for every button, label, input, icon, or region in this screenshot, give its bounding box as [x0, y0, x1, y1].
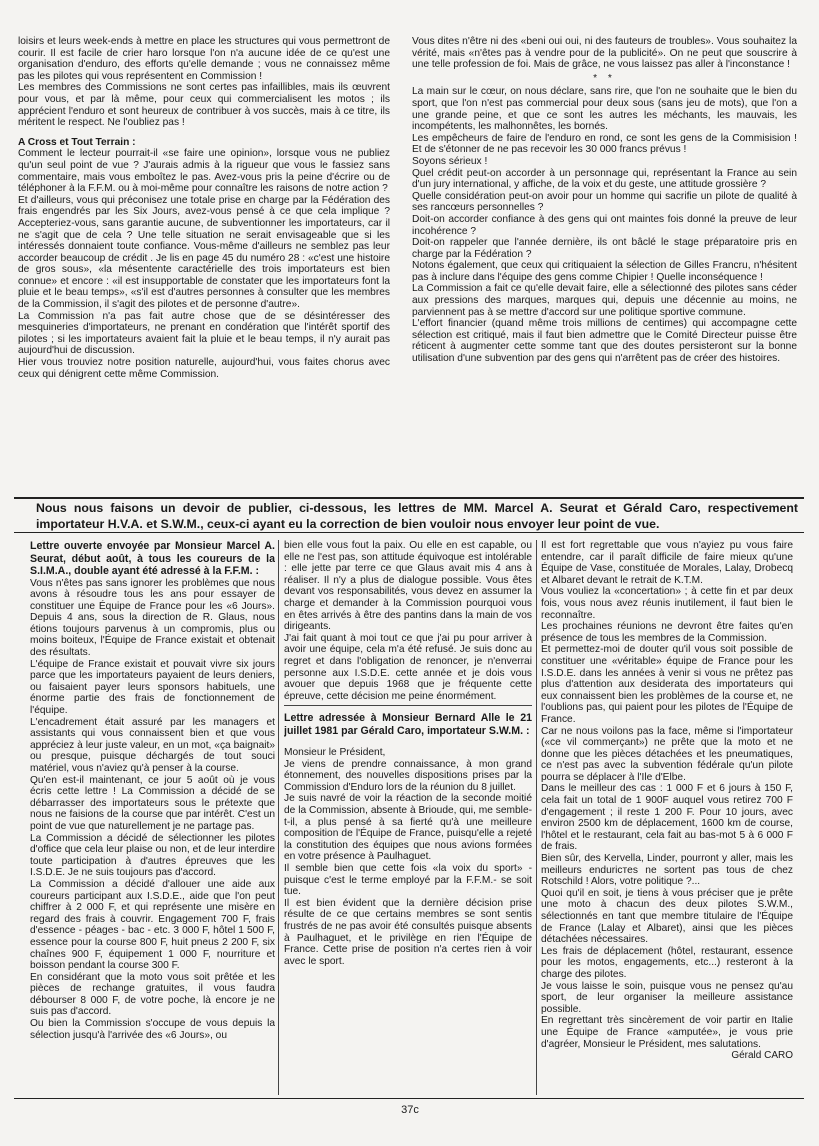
paragraph: L'encadrement était assuré par les managers et assistants qui vous connaissent bien et que vous appréciez à leur juste valeur, en un mot, «ça baignait» ou presque, puisque déchargés de tout souci matériel, vous n'aviez qu'à penser à la course. [30, 716, 275, 774]
paragraph: Je viens de prendre connaissance, à mon grand étonnement, des nouvelles dispositions prises par la Commission d'Enduro lors de la réunion du 8 juillet. [284, 758, 532, 793]
paragraph: La Commission a décidé d'allouer une aide aux coureurs participant aux I.S.D.E., aide que l'on peut chiffrer à 2 000 F, et qui représente une misère en regard des frais à couvrir. Engagement 700 F, frais d'essence - péages - bac - etc. 3 000 F, hôtel 1 500 F, essence pour la course 800 F, huit pneus 2 200 F, six chaînes 900 F, équipement 1 000 F, nourriture et boisson pendant la course 300 F. [30, 878, 275, 972]
paragraph: En regrettant très sincèrement de voir partir en Italie une Équipe de France «amputée», je vous prie d'agréer, Monsieur le Président, mes salutations. [541, 1015, 793, 1050]
paragraph: Monsieur le Président, [284, 747, 386, 758]
paragraph: Ou bien la Commission s'occupe de vous depuis la sélection jusqu'à l'arrivée des «6 Jours», ou [30, 1018, 275, 1041]
section-subhead: A Cross et Tout Terrain : [18, 136, 136, 148]
paragraph: La Commission a décidé de sélectionner les pilotes d'office que cela leur plaise ou non, et de leur interdire toute participation à d'autres épreuves que les I.S.D.E. Je ne suis toujours pas d'accord. [30, 832, 275, 879]
paragraph: Notons également, que ceux qui critiquaient la sélection de Gilles Francru, n'hésitent pas à inclure dans l'équipe des gens comme Chipier ! Quelle inconséquence ! [412, 260, 797, 283]
section-separator: * * [593, 72, 616, 84]
top-left-column [18, 36, 390, 491]
paragraph: Je suis navré de voir la réaction de la seconde moitié de la Commission, absente à Brioude, qui, me semble-t-il, a plus pensé à sa fierté qu'à une meilleure composition de l'Équipe de France, puisqu'elle a rejeté la constitution des équipes que nous avions formées en votre présence à Paulhaguet. [284, 793, 532, 863]
paragraph: Et d'ailleurs, vous qui préconisez une totale prise en charge par la Fédération des frais engendrés par les Six Jours, avez-vous pensé à ce que cela implique ? Accepteriez-vous, sans garantie aucune, de subventionner les importateurs, car il ne s'agit que de cela ? Une telle situation ne serait envisageable que si les intéressés donnaient toute confiance. Vous-même d'ailleurs ne semblez pas leur accorder beaucoup de crédit . Je lis en page 45 du numéro 28 : «c'est une histoire de gros sous», «la mésentente caractérielle des trois importateurs est bien connue» et encore : «il est insupportable de constater que les importateurs font la pluie et le beau temps», «s'il est d'autres personnes à consulter que les membres de la Commission, il s'agit des pilotes et de personne d'autre». [18, 194, 390, 311]
paragraph: L'effort financier (quand même trois millions de centimes) qui accompagne cette sélection est critiqué, mais il faut bien admettre que le Comité Directeur puisse être réticent à augmenter cette somme tant que des doutes persisteront sur la bonne utilisation d'une subvention par des gens qui n'arrêtent pas de créer des histoires. [412, 318, 797, 365]
paragraph: La Commission a fait ce qu'elle devait faire, elle a sélectionné des pilotes sans céder aux pressions des marques, marques qui, depuis une décennie au moins, ne parviennent pas à se mettre d'accord sur une politique sportive commune. [412, 283, 797, 318]
paragraph: La Commission n'a pas fait autre chose que de se désintéresser des mesquineries d'importateurs, ne prenant en condération que l'intérêt sportif des pilotes ; si les importateurs avaient fait la pluie et le beau temps, il n'y aurait pas aujourd'hui de discussion. [18, 310, 390, 357]
paragraph: Hier vous trouviez notre position naturelle, aujourd'hui, vous faites chorus avec ceux qui dénigrent cette même Commission. [18, 357, 390, 380]
letter-heading: Lettre adressée à Monsieur Bernard Alle le 21 juillet 1981 par Gérald Caro, importateur S.W.M. : [284, 712, 532, 737]
paragraph: Quel crédit peut-on accorder à un personnage qui, représentant la France au sein d'un jury international, y affiche, de la voix et du geste, une attitude grossière ? [412, 167, 797, 191]
paragraph: Doit-on accorder confiance à des gens qui ont maintes fois donné la preuve de leur incohérence ? [412, 213, 797, 237]
paragraph: Vous n'êtes pas sans ignorer les problèmes que nous avons à résoudre tous les ans pour essayer de constituer une Équipe de France pour les «6 Jours». Depuis 4 ans, sous la direction de R. Glaus, nous étions toujours parvenus à un compromis, plus ou moins boiteux, l'Équipe de France existait et obtenait des résultats. [30, 577, 275, 659]
paragraph: En considérant que la moto vous soit prêtée et les pièces de rechange gratuites, il vous faudra débourser 8 000 F, de votre poche, là encore je ne suis pas d'accord. [30, 971, 275, 1018]
paragraph: Quelle considération peut-on avoir pour un homme qui sacrifie un pilote de qualité à ses rancœurs personnelles ? [412, 190, 797, 214]
paragraph: Il est bien évident que la dernière décision prise résulte de ce que certains membres se sont sentis frustrés de ne pas avoir été consultés puisque absents à Paulhaguet, et le privilège en rien l'Équipe de France. Cette prise de position n'a certes rien à voir avec le sport. [284, 897, 532, 967]
column-divider [536, 540, 537, 1095]
paragraph: Bien sûr, des Kervella, Linder, pourront y aller, mais les meilleurs endurістes ne sortent pas tous de chez Rotschild ! Alors, votre politique ?... [541, 853, 793, 888]
letter-heading: Lettre ouverte envoyée par Monsieur Marcel A. Seurat, début août, à tous les coureurs de la S.I.M.A., double ayant été adressé à la F.F.M. : [30, 540, 275, 577]
page-number: 37c [401, 1104, 419, 1116]
top-right-column [412, 36, 797, 491]
paragraph: Il est fort regrettable que vous n'ayiez pu vous faire entendre, car il paraît difficile de faire mieux qu'une Équipe de Vase, constituée de Morales, Lalay, Drobecq et Albaret devant le retrait de K.T.M. [541, 540, 793, 586]
paragraph: Car ne nous voilons pas la face, même si l'importateur («ce vil commerçant») ne prête que la moto et ne donne que les pièces détachées et les pneumatiques, ce n'est pas avec la subvention fédérale qu'un pilote pourra se déplacer à l'Ile d'Elbe. [541, 725, 793, 783]
paragraph: Quoi qu'il en soit, je tiens à vous préciser que je prête une moto à chacun des deux pilotes S.W.M., sélectionnés en tant que membre titulaire de l'Équipe de France (Lalay et Albaret), ainsi que les pièces détachées nécessaires. [541, 887, 793, 946]
paragraph: Soyons sérieux ! [412, 155, 488, 167]
paragraph: La main sur le cœur, on nous déclare, sans rire, que l'on ne souhaite que le bien du sport, que l'on n'est pas commercial pour deux sous (sans jeu de mots), que l'on a une grande peine, et que ce sont les autres les méchants, les mauvais, les incompétents, les malhonnêtes, les bornés. [412, 86, 797, 133]
paragraph: Qu'en est-il maintenant, ce jour 5 août où je vous écris cette lettre ! La Commission a décidé de se débarrasser des importateurs sous le prétexte que nous ne faisions de la course que par intérêt. C'est un point de vue que naturellement je ne partage pas. [30, 774, 275, 832]
letter-divider [284, 705, 532, 706]
paragraph: Vous vouliez la «concertation» ; à cette fin et par deux fois, vous nous avez réunis inutilement, il faut bien le reconnaître. [541, 586, 793, 621]
paragraph: J'ai fait quant à moi tout ce que j'ai pu pour arriver à avoir une équipe, cela m'a été refusé. Je suis donc au regret et dans l'obligation de renoncer, je n'enverrai personne aux I.S.D.E. cette année et je dois vous avouer que depuis 1968 que je fréquente cette épreuve, cette décision me peine énormément. [284, 632, 532, 702]
letter-seurat-continuation [284, 540, 532, 702]
letter-caro-column [284, 712, 532, 1102]
paragraph: loisirs et leurs week-ends à mettre en place les structures qui vous permettront de courir. Il est facile de crier haro lorsque l'on n'a aucune idée de ce qu'est une organisation d'enduro, des efforts qu'elle demande ; vous ne connaissez même pas les pilotes qui vous représentent en Commission ! [18, 36, 390, 82]
paragraph: Les empêcheurs de faire de l'enduro en rond, ce sont les gens de la Commisision ! Et de s'étonner de ne pas recevoir les 30 000 francs prévus ! [412, 132, 797, 156]
column-divider [278, 540, 279, 1095]
letter-caro-continuation [541, 540, 793, 1100]
paragraph: Il semble bien que cette fois «la voix du sport» - puisque c'est le terme employé par la F.F.M.- se soit tue. [284, 862, 532, 898]
paragraph: Je vous laisse le soin, puisque vous ne pensez qu'au sport, de leur organiser la meilleure assistance possible. [541, 980, 793, 1015]
paragraph: Doit-on rappeler que l'année dernière, ils ont bâclé le stage préparatoire pris en charge par la Fédération ? [412, 237, 797, 260]
paragraph: Vous dites n'être ni des «beni oui oui, ni des fauteurs de troubles». Vous souhaitez la vérité, mais «n'êtes pas à vendre pour de la publicité». On ne peut que souscrire à une telle profession de foi. Mais de grâce, ne vous laissez pas aller à l'inconstance ! [412, 36, 797, 71]
paragraph: L'équipe de France existait et pouvait vivre six jours parce que les importateurs payaient de leurs deniers, ou faisaient payer leurs sponsors habituels, une énorme partie des frais de fonctionnement de l'équipe. [30, 658, 275, 717]
signature: Gérald CARO [731, 1050, 793, 1062]
paragraph: Les frais de déplacement (hôtel, restaurant, essence pour les motos, engagements, etc...) resteront à la charge des pilotes. [541, 945, 793, 980]
letter-seurat-column [30, 540, 275, 1100]
paragraph: bien elle vous fout la paix. Ou elle en est capable, ou elle ne l'est pas, son attitude équivoque est intolérable : elle jette par terre ce que Glaus avait mis 4 ans à réaliser. Il n'y a plus de dialogue possible. Vous êtes devant vos responsabilités, vous devez en assumer la charge et demander à la Commission pourquoi vous en êtes arrivés à être des pantins dans la main de vos dirigeants. [284, 540, 532, 633]
editorial-banner: Nous nous faisons un devoir de publier, ci-dessous, les lettres de MM. Marcel A. Seurat et Gérald Caro, respectivement importateur H.V.A. et S.W.M., ceux-ci ayant eu la correction de bien vouloir nous envoyer leur point de vue. [14, 497, 804, 533]
paragraph: Et permettez-moi de douter qu'il vous soit possible de constituer une «véritable» équipe de France pour les I.S.D.E. dans les années à venir si vous ne prêtez pas plus d'attention aux desiderata des importateurs qui eux connaissent bien les problèmes de la course et, ne l'oublions pas, qui paient pour les pilotes de l'Équipe de France. [541, 644, 793, 725]
paragraph: Comment le lecteur pourrait-il «se faire une opinion», lorsque vous ne publiez qu'un seul point de vue ? J'aurais admis à la rigueur que vous le fassiez sans commentaire, mais vous emboîtez le pas. Avez-vous pris la peine d'écrire ou de téléphoner à la F.F.M. ou à moi-même pour connaître les raisons de notre action ? [18, 148, 390, 195]
paragraph: Les prochaines réunions ne devront être faites qu'en présence de tous les membres de la Commission. [541, 621, 793, 644]
paragraph: Dans le meilleur des cas : 1 000 F et 6 jours à 150 F, cela fait un total de 1 900F auquel vous retirez 700 F d'engagement ; il reste 1 200 F. Pour 10 jours, avec environ 2500 km de déplacement, 1600 km de course, l'hôtel et le restaurant, cela fait au bas-mot 5 à 6 000 F de frais. [541, 783, 793, 853]
paragraph: Les membres des Commissions ne sont certes pas infaillibles, mais ils œuvrent pour vous, et par là même, pour ceux qui commercialisent les motos ; ils apprécient l'enduro et sont heureux de contribuer à vos succès, mais à ce titre, ils méritent le respect. Ne l'oubliez pas ! [18, 82, 390, 129]
